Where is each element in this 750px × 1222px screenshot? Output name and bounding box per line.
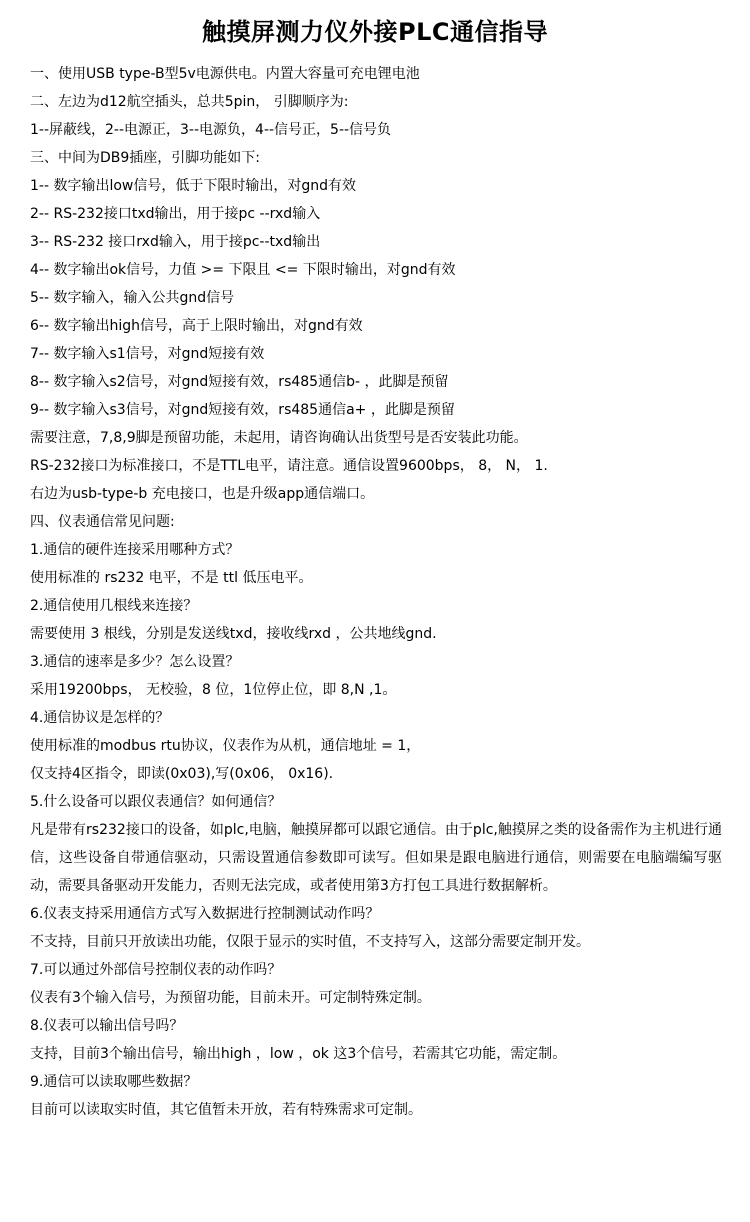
question: 5.什么设备可以跟仪表通信？如何通信？ [30, 794, 282, 810]
question: 3.通信的速率是多少？怎么设置？ [30, 654, 240, 670]
answer: 采用19200bps， 无校验，8 位，1位停止位，即 8,N ,1。 [30, 682, 397, 698]
answer: 支持，目前3个输出信号，输出high ，low ，ok 这3个信号，若需其它功能，需定制。 [30, 1046, 567, 1062]
text-line: 6-- 数字输出high信号，高于上限时输出，对gnd有效 [30, 318, 363, 334]
page-title: 触摸屏测力仪外接PLC通信指导 [202, 18, 548, 46]
question: 4.通信协议是怎样的？ [30, 710, 170, 726]
answer: 需要使用 3 根线，分别是发送线txd，接收线rxd ，公共地线gnd. [30, 626, 437, 642]
text-line: 1--屏蔽线，2--电源正，3--电源负，4--信号正，5--信号负 [30, 122, 392, 138]
question: 8.仪表可以输出信号吗？ [30, 1018, 184, 1034]
question: 2.通信使用几根线来连接？ [30, 598, 198, 614]
answer: 使用标准的modbus rtu协议，仪表作为从机，通信地址 = 1， [30, 738, 421, 754]
answer: 仅支持4区指令，即读(0x03),写(0x06， 0x16). [30, 766, 334, 782]
answer-paragraph: 凡是带有rs232接口的设备，如plc,电脑，触摸屏都可以跟它通信。由于plc,触摸屏之类的设备需作为主机进行通信，这些设备自带通信驱动，只需设置通信参数即可读写。但如果是跟电脑进行通信，则需要在电脑端编写驱动，需要具备驱动开发能力，否则无法完成，或者使用第3方打包工具进行数据解析。 [30, 822, 722, 894]
text-line: 4-- 数字输出ok信号，力值 >= 下限且 <= 下限时输出，对gnd有效 [30, 262, 456, 278]
text-line: 二、左边为d12航空插头，总共5pin， 引脚顺序为: [30, 94, 349, 110]
text-line: 一、使用USB type-B型5v电源供电。内置大容量可充电锂电池 [30, 66, 420, 82]
answer: 使用标准的 rs232 电平，不是 ttl 低压电平。 [30, 570, 313, 586]
text-line: 8-- 数字输入s2信号，对gnd短接有效，rs485通信b- ，此脚是预留 [30, 374, 449, 390]
question: 9.通信可以读取哪些数据？ [30, 1074, 198, 1090]
text-line: 3-- RS-232 接口rxd输入，用于接pc--txd输出 [30, 234, 321, 250]
document-body [30, 60, 730, 1124]
text-line: 三、中间为DB9插座，引脚功能如下: [30, 150, 261, 166]
text-line: 5-- 数字输入，输入公共gnd信号 [30, 290, 235, 306]
text-line: 右边为usb-type-b 充电接口，也是升级app通信端口。 [30, 486, 375, 502]
text-line: RS-232接口为标准接口，不是TTL电平，请注意。通信设置9600bps， 8， N， 1. [30, 458, 548, 474]
text-line: 2-- RS-232接口txd输出，用于接pc --rxd输入 [30, 206, 321, 222]
text-line: 9-- 数字输入s3信号，对gnd短接有效，rs485通信a+ ，此脚是预留 [30, 402, 455, 418]
answer: 不支持，目前只开放读出功能，仅限于显示的实时值，不支持写入，这部分需要定制开发。 [30, 934, 590, 950]
question: 7.可以通过外部信号控制仪表的动作吗？ [30, 962, 282, 978]
answer: 目前可以读取实时值，其它值暂未开放，若有特殊需求可定制。 [30, 1102, 422, 1118]
answer: 仪表有3个输入信号，为预留功能，目前未开。可定制特殊定制。 [30, 990, 431, 1006]
question: 6.仪表支持采用通信方式写入数据进行控制测试动作吗？ [30, 906, 380, 922]
text-line: 7-- 数字输入s1信号，对gnd短接有效 [30, 346, 265, 362]
text-line: 需要注意，7,8,9脚是预留功能，未起用，请咨询确认出货型号是否安装此功能。 [30, 430, 528, 446]
text-line: 1-- 数字输出low信号，低于下限时输出，对gnd有效 [30, 178, 357, 194]
section-heading: 四、仪表通信常见问题: [30, 514, 175, 530]
question: 1.通信的硬件连接采用哪种方式？ [30, 542, 240, 558]
